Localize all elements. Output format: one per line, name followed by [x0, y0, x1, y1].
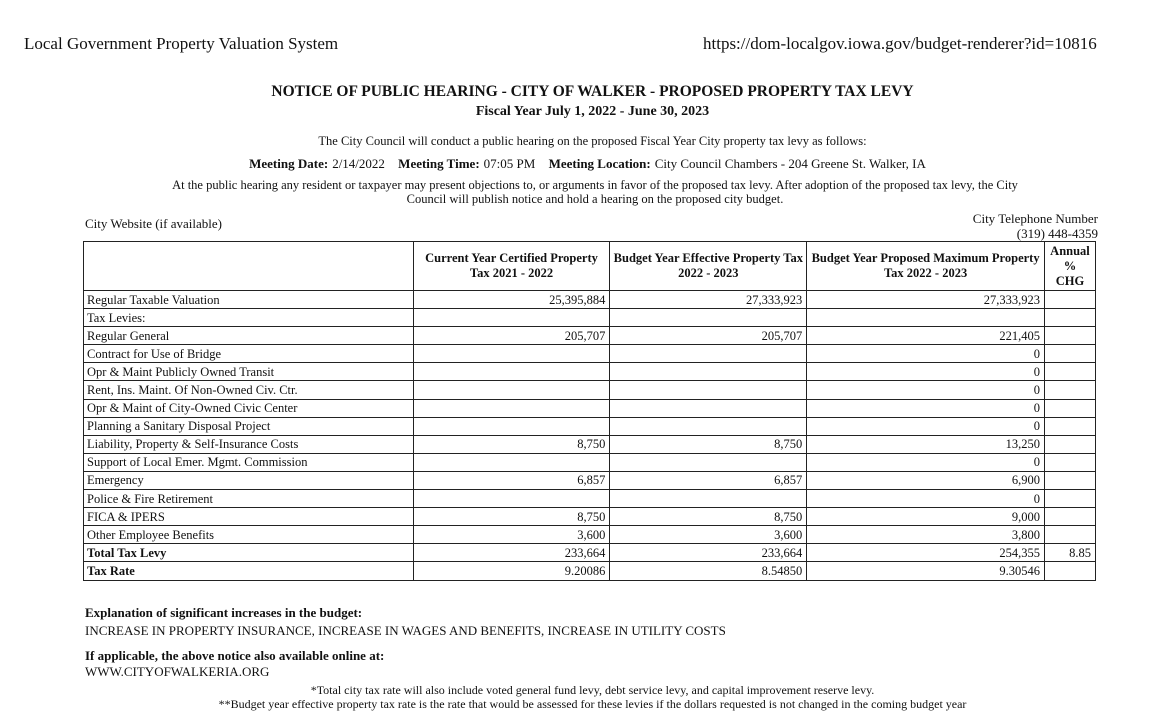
cell-effective: 8,750 [610, 435, 807, 453]
row-label: Tax Rate [84, 562, 414, 580]
online-url: WWW.CITYOFWALKERIA.ORG [85, 664, 270, 679]
cell-proposed: 254,355 [807, 544, 1045, 562]
cell-current [413, 363, 610, 381]
cell-annual-chg [1044, 526, 1095, 544]
cell-proposed: 0 [807, 417, 1045, 435]
row-label: Police & Fire Retirement [84, 490, 414, 508]
cell-current: 233,664 [413, 544, 610, 562]
cell-current [413, 309, 610, 327]
table-row [84, 471, 1096, 489]
table-row [84, 363, 1096, 381]
cell-current: 8,750 [413, 508, 610, 526]
header-annual-chg: Annual % CHG [1044, 242, 1095, 291]
cell-current [413, 490, 610, 508]
cell-effective: 27,333,923 [610, 291, 807, 309]
row-label: Regular Taxable Valuation [84, 291, 414, 309]
cell-current: 205,707 [413, 327, 610, 345]
cell-annual-chg [1044, 490, 1095, 508]
header-proposed: Budget Year Proposed Maximum Property Tax 2022 - 2023 [807, 242, 1045, 291]
notice-title: NOTICE OF PUBLIC HEARING - CITY OF WALKER - PROPOSED PROPERTY TAX LEVY [271, 83, 914, 100]
row-label: Regular General [84, 327, 414, 345]
cell-effective: 8,750 [610, 508, 807, 526]
cell-annual-chg: 8.85 [1044, 544, 1095, 562]
phone-number: (319) 448-4359 [1016, 226, 1098, 241]
meeting-location-label: Meeting Location: [548, 156, 651, 171]
row-label: Liability, Property & Self-Insurance Costs [84, 435, 414, 453]
cell-current: 3,600 [413, 526, 610, 544]
cell-annual-chg [1044, 453, 1095, 471]
meeting-location: City Council Chambers - 204 Greene St. Walker, IA [654, 156, 926, 171]
cell-annual-chg [1044, 363, 1095, 381]
hearing-notice [80, 178, 1110, 206]
cell-annual-chg [1044, 562, 1095, 580]
cell-effective [610, 399, 807, 417]
cell-effective: 233,664 [610, 544, 807, 562]
cell-current: 8,750 [413, 435, 610, 453]
table-row [84, 309, 1096, 327]
table-row [84, 417, 1096, 435]
cell-effective [610, 363, 807, 381]
footnote-1: *Total city tax rate will also include voted general fund levy, debt service levy, and capital improvement reserve levy. [310, 683, 875, 697]
table-row [84, 381, 1096, 399]
cell-proposed: 0 [807, 399, 1045, 417]
row-label: Planning a Sanitary Disposal Project [84, 417, 414, 435]
row-label: Rent, Ins. Maint. Of Non-Owned Civ. Ctr. [84, 381, 414, 399]
meeting-date-label: Meeting Date: [249, 156, 329, 171]
cell-proposed: 0 [807, 490, 1045, 508]
table-row [84, 399, 1096, 417]
cell-current [413, 417, 610, 435]
table-row [84, 526, 1096, 544]
meeting-info [0, 156, 1165, 172]
table-header-row [84, 242, 1096, 291]
row-label: Emergency [84, 471, 414, 489]
cell-effective: 8.54850 [610, 562, 807, 580]
header-current: Current Year Certified Property Tax 2021 - 2022 [413, 242, 610, 291]
cell-current: 6,857 [413, 471, 610, 489]
row-label: Contract for Use of Bridge [84, 345, 414, 363]
cell-proposed: 13,250 [807, 435, 1045, 453]
cell-effective [610, 309, 807, 327]
cell-effective [610, 417, 807, 435]
phone-block [940, 211, 1098, 241]
online-heading: If applicable, the above notice also available online at: [85, 648, 385, 663]
cell-current [413, 345, 610, 363]
row-label: Support of Local Emer. Mgmt. Commission [84, 453, 414, 471]
header-effective: Budget Year Effective Property Tax 2022 - 2023 [610, 242, 807, 291]
cell-annual-chg [1044, 399, 1095, 417]
table-row [84, 345, 1096, 363]
row-label: Total Tax Levy [84, 544, 414, 562]
table-row [84, 327, 1096, 345]
levy-table [83, 241, 1096, 581]
row-label: Opr & Maint of City-Owned Civic Center [84, 399, 414, 417]
cell-annual-chg [1044, 381, 1095, 399]
cell-proposed: 27,333,923 [807, 291, 1045, 309]
cell-annual-chg [1044, 345, 1095, 363]
cell-current [413, 399, 610, 417]
explanation-heading: Explanation of significant increases in the budget: [85, 605, 363, 620]
cell-annual-chg [1044, 327, 1095, 345]
table-row [84, 562, 1096, 580]
system-title: Local Government Property Valuation System [24, 34, 339, 53]
header-label [84, 242, 414, 291]
cell-proposed: 9.30546 [807, 562, 1045, 580]
cell-proposed: 0 [807, 453, 1045, 471]
cell-current: 25,395,884 [413, 291, 610, 309]
cell-annual-chg [1044, 417, 1095, 435]
cell-effective [610, 453, 807, 471]
cell-effective: 6,857 [610, 471, 807, 489]
row-label: Tax Levies: [84, 309, 414, 327]
meeting-time-label: Meeting Time: [398, 156, 480, 171]
cell-effective [610, 490, 807, 508]
cell-annual-chg [1044, 309, 1095, 327]
cell-proposed: 221,405 [807, 327, 1045, 345]
row-label: Other Employee Benefits [84, 526, 414, 544]
cell-effective [610, 345, 807, 363]
cell-annual-chg [1044, 508, 1095, 526]
fiscal-year: Fiscal Year July 1, 2022 - June 30, 2023 [475, 104, 710, 119]
table-row [84, 490, 1096, 508]
cell-proposed: 3,800 [807, 526, 1045, 544]
cell-annual-chg [1044, 291, 1095, 309]
table-row [84, 508, 1096, 526]
cell-annual-chg [1044, 435, 1095, 453]
cell-proposed: 0 [807, 381, 1045, 399]
hearing-text-line-1: At the public hearing any resident or taxpayer may present objections to, or arguments in favor of the proposed tax levy. After adoption of the proposed tax levy, the City [172, 178, 1018, 192]
website-label: City Website (if available) [85, 216, 222, 231]
meeting-date: 2/14/2022 [332, 156, 385, 171]
cell-proposed: 0 [807, 363, 1045, 381]
page-url: https://dom-localgov.iowa.gov/budget-renderer?id=10816 [703, 34, 1097, 53]
cell-effective [610, 381, 807, 399]
meeting-time: 07:05 PM [483, 156, 536, 171]
phone-label: City Telephone Number [972, 211, 1098, 226]
intro-text: The City Council will conduct a public hearing on the proposed Fiscal Year City property tax levy as follows: [318, 134, 867, 148]
cell-proposed: 6,900 [807, 471, 1045, 489]
cell-current: 9.20086 [413, 562, 610, 580]
cell-proposed [807, 309, 1045, 327]
cell-effective: 3,600 [610, 526, 807, 544]
table-row [84, 291, 1096, 309]
table-row [84, 453, 1096, 471]
cell-proposed: 9,000 [807, 508, 1045, 526]
row-label: FICA & IPERS [84, 508, 414, 526]
cell-proposed: 0 [807, 345, 1045, 363]
table-row [84, 435, 1096, 453]
cell-current [413, 453, 610, 471]
hearing-text-line-2: Council will publish notice and hold a hearing on the proposed city budget. [406, 192, 784, 206]
row-label: Opr & Maint Publicly Owned Transit [84, 363, 414, 381]
footnote-2: **Budget year effective property tax rate is the rate that would be assessed for these levies if the dollars requested is not changed in the coming budget year [218, 697, 967, 711]
cell-current [413, 381, 610, 399]
explanation-text: INCREASE IN PROPERTY INSURANCE, INCREASE IN WAGES AND BENEFITS, INCREASE IN UTILITY COSTS [85, 623, 726, 638]
table-row [84, 544, 1096, 562]
cell-effective: 205,707 [610, 327, 807, 345]
cell-annual-chg [1044, 471, 1095, 489]
